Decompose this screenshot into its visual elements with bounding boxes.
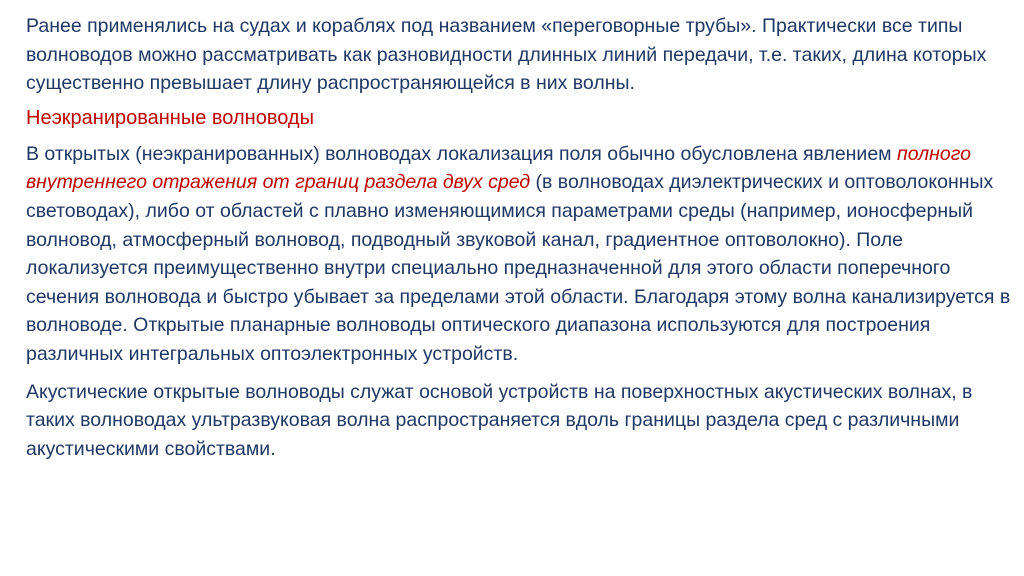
paragraph-text-before: В открытых (неэкранированных) волноводах локализация поля обычно обусловлена явлением <box>26 142 897 165</box>
highlighted-phrase: полного внутреннего отражения от границ раздела двух сред <box>26 142 971 194</box>
slide-content <box>26 12 1014 463</box>
acoustic-waveguides-paragraph: Акустические открытые волноводы служат основой устройств на поверхностных акустических волнах, в таких волноводах ультразвуковая волна распространяется вдоль границы раздела сред с различными акустическими свойствами. <box>26 380 973 460</box>
section-heading: Неэкранированные волноводы <box>26 106 314 129</box>
intro-paragraph: Ранее применялись на судах и кораблях под названием «переговорные трубы». Практически все типы волноводов можно рассматривать как разновидности длинных линий передачи, т.е. таких, длина которых существенно превышает длину распространяющейся в них волны. <box>26 15 987 95</box>
paragraph-text-after: (в волноводах диэлектрических и оптоволоконных световодах), либо от областей с плавно изменяющимися параметрами среды (например, ионосферный волновод, атмосферный волновод, подводный звуковой канал, градиентное оптоволокно). Поле локализуется преимущественно внутри специально предназначенной для этого области поперечного сечения волновода и быстро убывает за пределами этой области. Благодаря этому волна канализируется в волноводе. Открытые планарные волноводы оптического диапазона используются для построения различных интегральных оптоэлектронных устройств. <box>26 171 1011 365</box>
open-waveguides-paragraph <box>26 140 1014 369</box>
